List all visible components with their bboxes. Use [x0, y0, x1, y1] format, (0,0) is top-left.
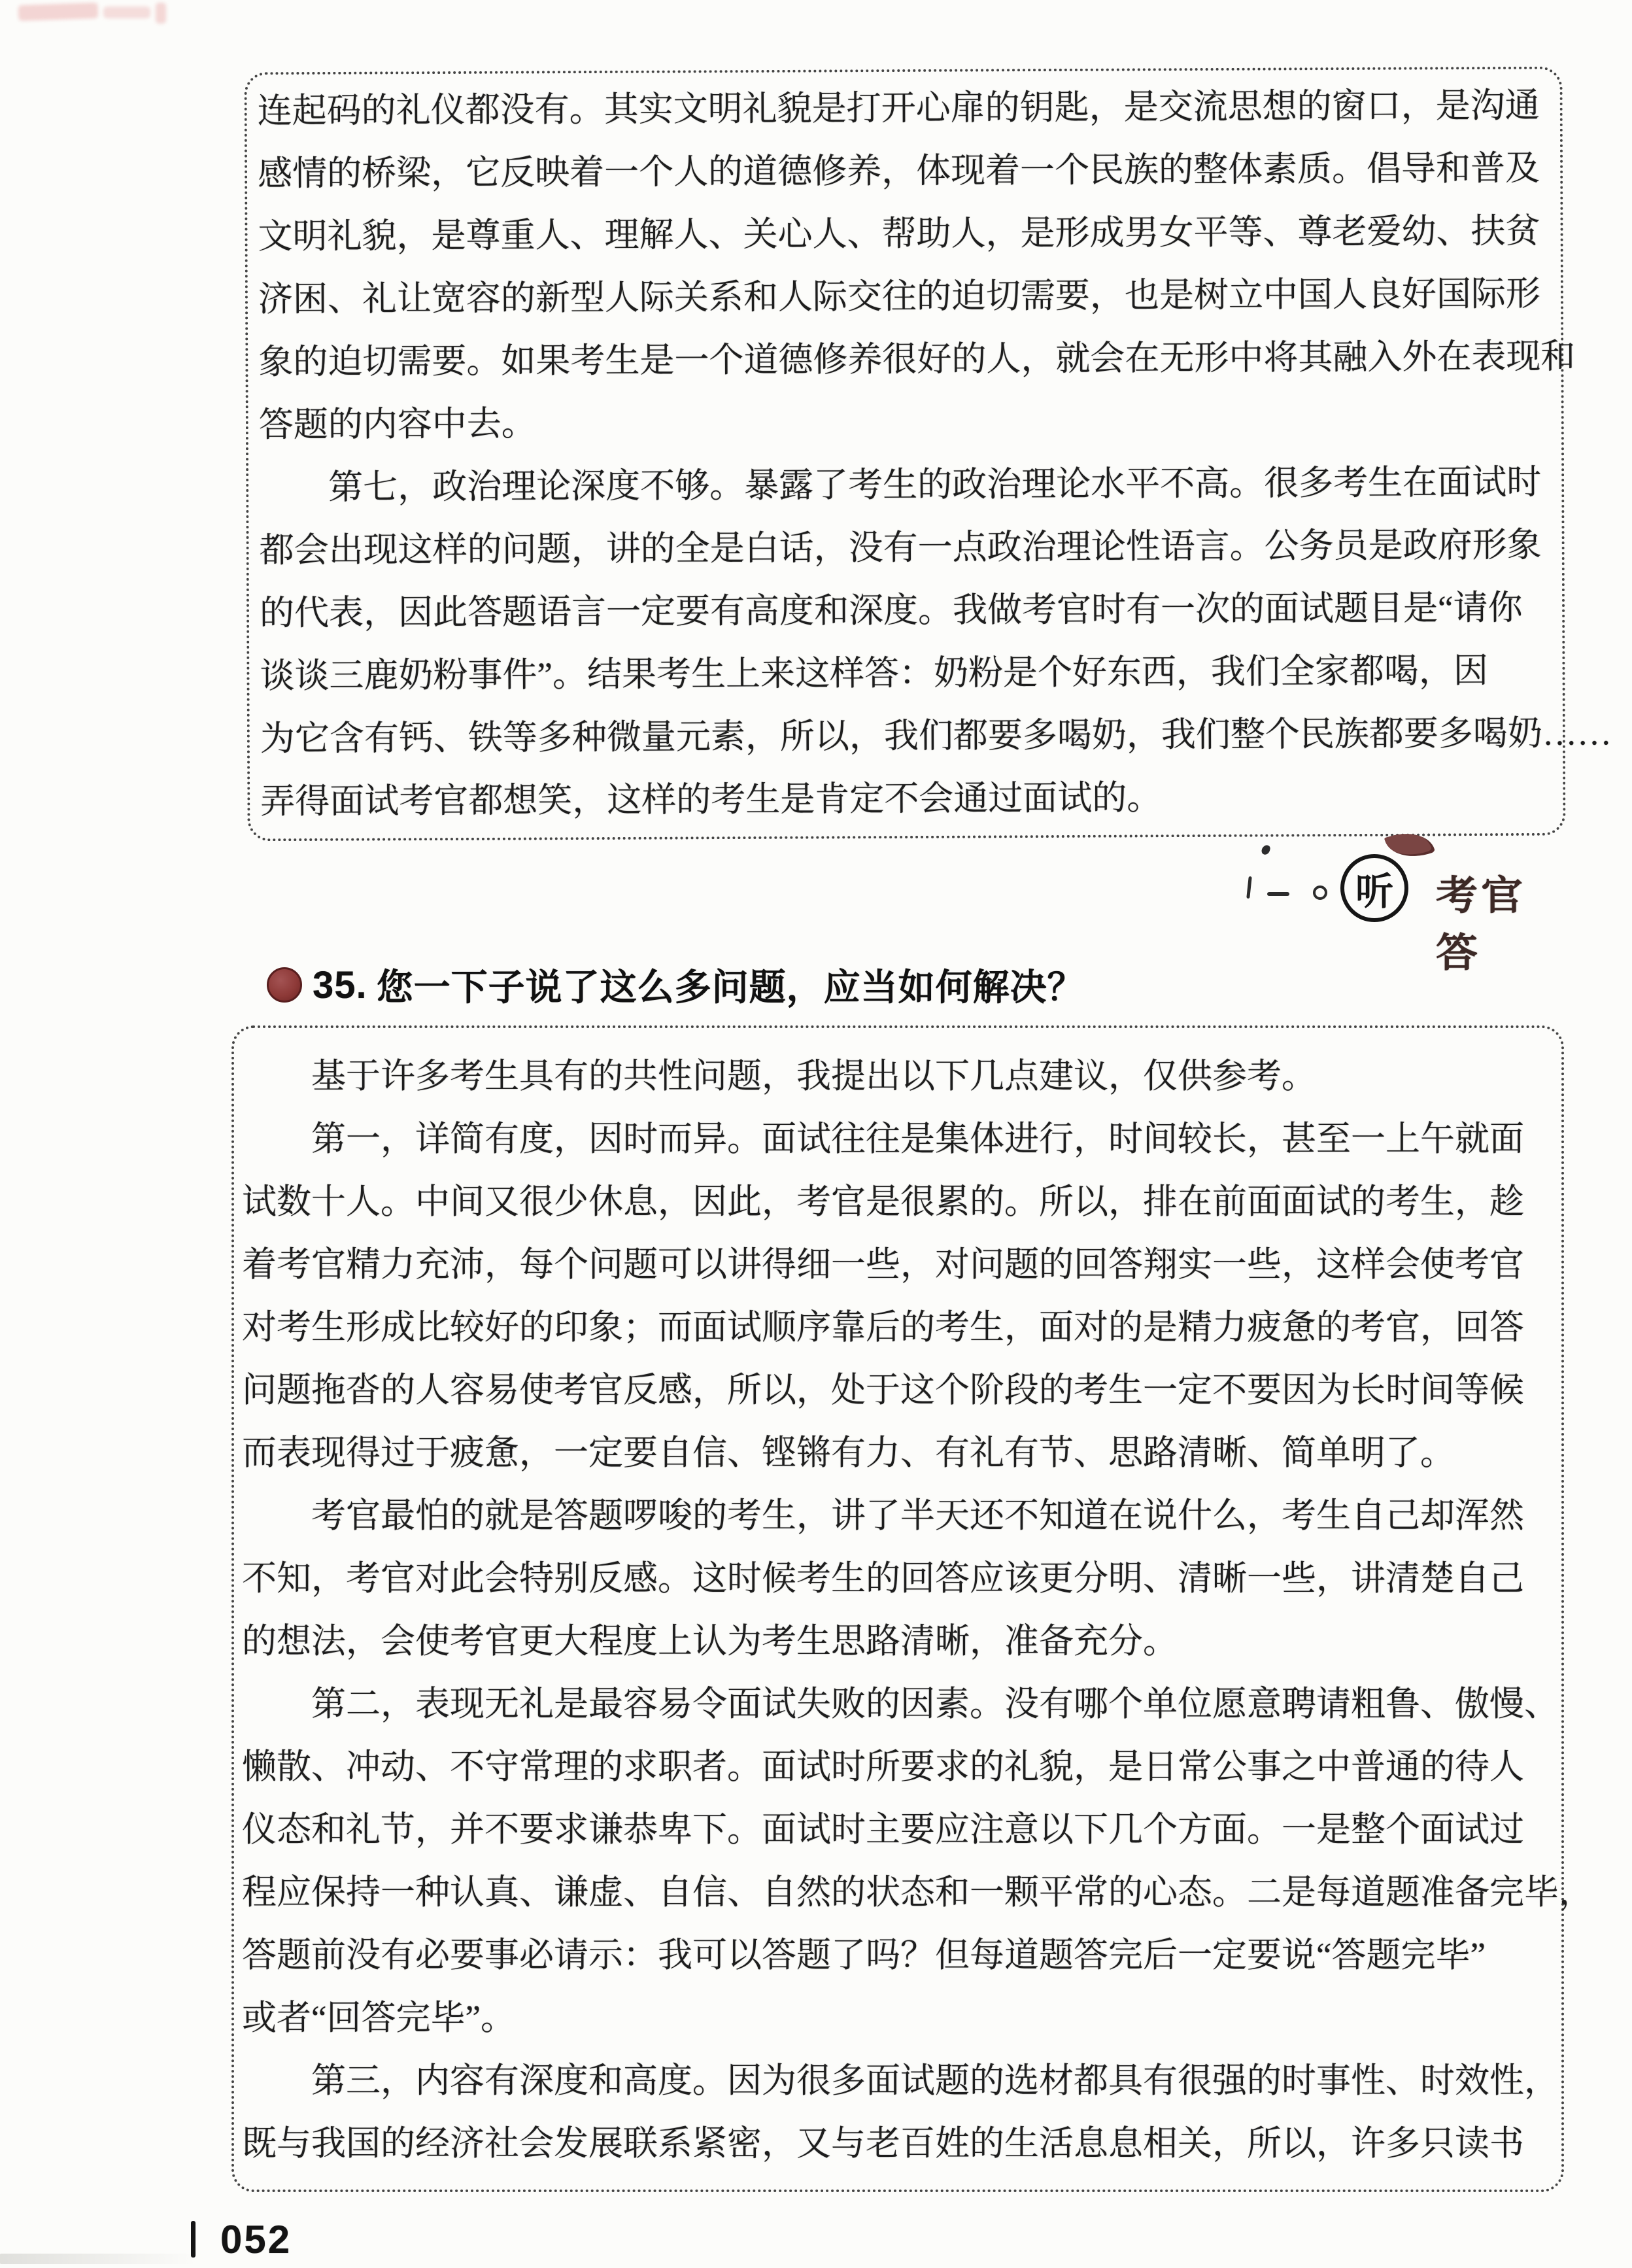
- text-line: 第二，表现无礼是最容易令面试失败的因素。没有哪个单位愿意聘请粗鲁、傲慢、: [242, 1685, 1559, 1723]
- text-line: 而表现得过于疲惫，一定要自信、铿锵有力、有礼有节、思路清晰、简单明了。: [242, 1434, 1455, 1472]
- text-line: 仪态和礼节，并不要求谦恭卑下。面试时主要应注意以下几个方面。一是整个面试过: [242, 1811, 1524, 1849]
- text-line: 不知，考官对此会特别反感。这时候考生的回答应该更分明、清晰一些，讲清楚自己: [242, 1560, 1524, 1598]
- text-line: 试数十人。中间又很少休息，因此，考官是很累的。所以，排在前面面试的考生，趁: [242, 1183, 1524, 1221]
- answer-box-bottom-text: [242, 1045, 1593, 2175]
- question-text: 您一下子说了这么多问题，应当如何解决？: [376, 967, 1085, 1008]
- text-line: 既与我国的经济社会发展联系紧密，又与老百姓的生活息息相关，所以，许多只读书: [242, 2125, 1524, 2163]
- page-number-text: 052: [220, 2217, 292, 2261]
- scan-edge-shadow: [0, 2254, 196, 2264]
- page-number-bar: [191, 2221, 196, 2258]
- stamp-ring-icon: [1313, 885, 1327, 900]
- text-line: 的想法，会使考官更大程度上认为考生思路清晰，准备充分。: [242, 1623, 1178, 1660]
- text-line: 第七，政治理论深度不够。暴露了考生的政治理论水平不高。很多考生在面试时: [259, 463, 1542, 507]
- stamp-tick-icon: [1246, 876, 1252, 899]
- text-line: 连起码的礼仪都没有。其实文明礼貌是打开心扉的钥匙，是交流思想的窗口，是沟通: [257, 86, 1540, 131]
- page-number: [191, 2218, 292, 2260]
- answer-box-top: [244, 67, 1612, 842]
- text-line: 感情的桥梁，它反映着一个人的道德修养，体现着一个民族的整体素质。倡导和普及: [257, 149, 1540, 194]
- stamp-label: 考官答: [1436, 873, 1526, 975]
- question-row: [267, 964, 1085, 1006]
- stamp-sprout-dot-icon: [1261, 844, 1271, 855]
- text-line: 问题拖沓的人容易使考官反感，所以，处于这个阶段的考生一定不要因为长时间等候: [242, 1371, 1524, 1409]
- scan-artifact-red: [18, 3, 99, 21]
- text-line: 都会出现这样的问题，讲的全是白话，没有一点政治理论性语言。公务员是政府形象: [259, 526, 1542, 570]
- text-line: 懒散、冲动、不守常理的求职者。面试时所要求的礼貌，是日常公事之中普通的待人: [242, 1748, 1524, 1786]
- answer-box-bottom: [231, 1025, 1593, 2192]
- text-line: 弄得面试考官都想笑，这样的考生是肯定不会通过面试的。: [260, 779, 1162, 821]
- text-line: 象的迫切需要。如果考生是一个道德修养很好的人，就会在无形中将其融入外在表现和: [258, 337, 1576, 382]
- text-line: 谈谈三鹿奶粉事件”。结果考生上来这样答：奶粉是个好东西，我们全家都喝，因: [260, 652, 1489, 696]
- listen-char: 听: [1355, 870, 1393, 913]
- text-line: 答题的内容中去。: [258, 405, 536, 445]
- listen-examiner-stamp: [1236, 831, 1563, 975]
- question-bullet-icon: [267, 967, 302, 1003]
- text-line: 着考官精力充沛，每个问题可以讲得细一些，对问题的回答翔实一些，这样会使考官: [242, 1246, 1524, 1284]
- text-line: 文明礼貌，是尊重人、理解人、关心人、帮助人，是形成男女平等、尊老爱幼、扶贫: [258, 212, 1540, 256]
- text-line: 的代表，因此答题语言一定要有高度和深度。我做考官时有一次的面试题目是“请你: [259, 589, 1523, 633]
- scan-artifact-red: [156, 3, 166, 24]
- text-line: 济困、礼让宽容的新型人际关系和人际交往的迫切需要，也是树立中国人良好国际形: [258, 275, 1541, 319]
- listen-circle-icon: [1340, 854, 1408, 922]
- text-line: 基于许多考生具有的共性问题，我提出以下几点建议，仅供参考。: [242, 1057, 1316, 1095]
- text-line: 第三，内容有深度和高度。因为很多面试题的选材都具有很强的时事性、时效性，: [242, 2062, 1559, 2100]
- question-number: 35.: [313, 963, 367, 1006]
- scan-artifact-red: [103, 7, 150, 18]
- answer-box-top-text: [257, 75, 1612, 834]
- stamp-dash-icon: [1267, 892, 1289, 896]
- text-line: 考官最怕的就是答题啰唆的考生，讲了半天还不知道在说什么，考生自己却浑然: [242, 1497, 1524, 1535]
- text-line: 程应保持一种认真、谦虚、自信、自然的状态和一颗平常的心态。二是每道题准备完毕，: [242, 1874, 1593, 1912]
- text-line: 对考生形成比较好的印象；而面试顺序靠后的考生，面对的是精力疲惫的考官，回答: [242, 1309, 1524, 1347]
- text-line: 为它含有钙、铁等多种微量元素，所以，我们都要多喝奶，我们整个民族都要多喝奶……: [260, 714, 1612, 759]
- text-line: 或者“回答完毕”。: [242, 1999, 516, 2037]
- text-line: 答题前没有必要事必请示：我可以答题了吗？但每道题答完后一定要说“答题完毕”: [242, 1936, 1486, 1974]
- text-line: 第一，详简有度，因时而异。面试往往是集体进行，时间较长，甚至一上午就面: [242, 1120, 1524, 1158]
